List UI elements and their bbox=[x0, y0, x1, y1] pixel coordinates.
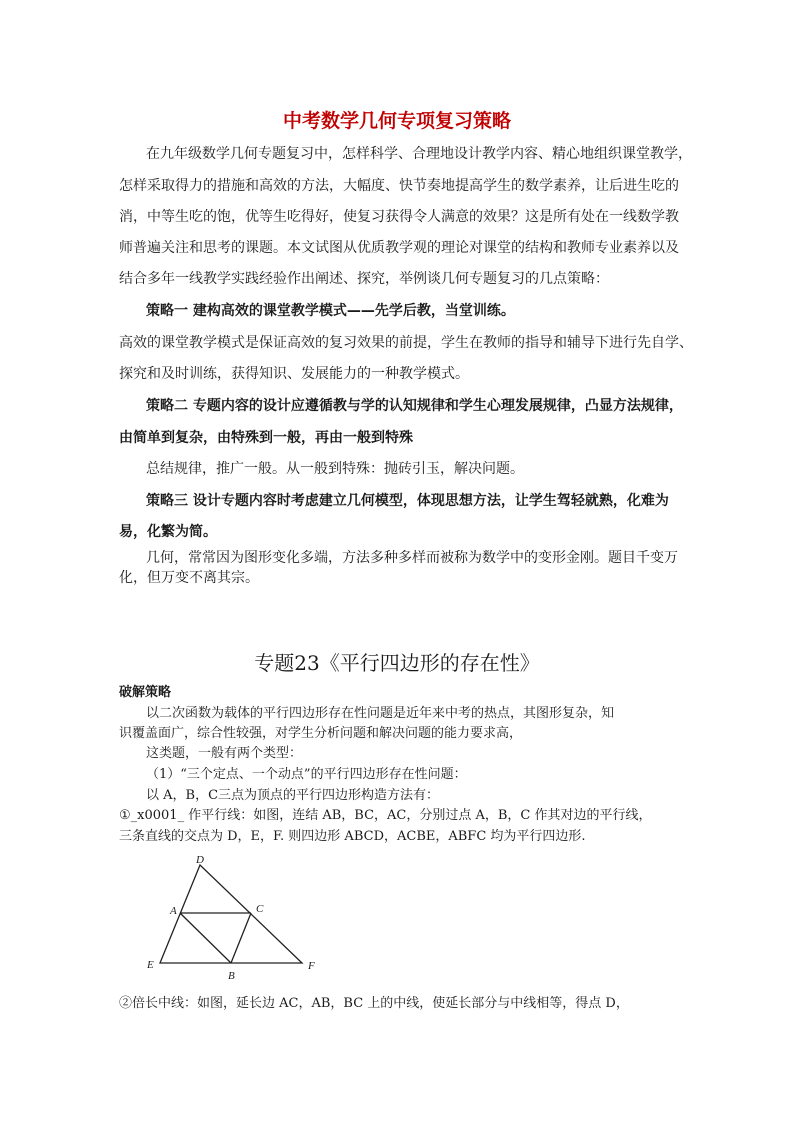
strategy1-body: 探究和及时训练，获得知识、发展能力的一种教学模式。 bbox=[119, 366, 469, 382]
strategy3-body: 几何，常常因为图形变化多端，方法多种多样而被称为数学中的变形金刚。题目千变万 bbox=[146, 550, 678, 566]
strategy3-heading: 易，化繁为简。 bbox=[119, 524, 217, 540]
topic-line: 以二次函数为载体的平行四边形存在性问题是近年来中考的热点，其图形复杂，知 bbox=[146, 706, 615, 721]
topic-line: 这类题，一般有两个类型： bbox=[146, 746, 303, 761]
intro-line: 消，中等生吃的饱，优等生吃得好，使复习获得令人满意的效果？这是所有处在一线数学教 bbox=[119, 209, 679, 225]
strategy3-body: 化，但万变不离其宗。 bbox=[119, 570, 259, 586]
intro-line: 结合多年一线教学实践经验作出阐述、探究，举例谈几何专题复习的几点策略： bbox=[119, 271, 609, 287]
topic-line: （1）“三个定点、一个动点”的平行四边形存在性问题： bbox=[146, 767, 467, 782]
strategy3-heading: 策略三 设计专题内容时考虑建立几何模型，体现思想方法，让学生驾轻就熟，化难为 bbox=[146, 493, 669, 509]
topic-line: 以 A，B，C三点为顶点的平行四边形构造方法有： bbox=[146, 788, 440, 803]
page-title: 中考数学几何专项复习策略 bbox=[282, 110, 511, 132]
point-label-D: D bbox=[196, 854, 204, 866]
intro-line: 在九年级数学几何专题复习中，怎样科学、合理地设计教学内容、精心地组织课堂教学， bbox=[146, 146, 692, 162]
intro-line: 怎样采取得力的措施和高效的方法，大幅度、快节奏地提高学生的数学素养，让后进生吃的 bbox=[119, 178, 679, 194]
strategy2-body: 总结规律，推广一般。从一般到特殊：抛砖引玉，解决问题。 bbox=[146, 461, 524, 477]
segment-AB bbox=[180, 913, 231, 963]
point-label-C: C bbox=[256, 903, 264, 915]
point-label-F: F bbox=[308, 960, 315, 972]
topic-line: ①_x0001_ 作平行线：如图，连结 AB，BC，AC，分别过点 A，B，C 作其对边的平行线， bbox=[119, 808, 652, 823]
topic-line: ②倍长中线：如图，延长边 AC，AB，BC 上的中线，使延长部分与中线相等，得点 D， bbox=[119, 996, 629, 1011]
intro-line: 师普遍关注和思考的课题。本文试图从优质教学观的理论对课堂的结构和教师专业素养以及 bbox=[119, 240, 679, 256]
strategy1-body: 高效的课堂教学模式是保证高效的复习效果的前提，学生在教师的指导和辅导下进行先自学、 bbox=[119, 335, 693, 351]
point-label-B: B bbox=[228, 970, 235, 982]
point-label-A: A bbox=[170, 905, 177, 917]
strategy2-heading: 由简单到复杂，由特殊到一般，再由一般到特殊 bbox=[119, 430, 413, 446]
point-label-E: E bbox=[147, 959, 154, 971]
topic-title: 专题23《平行四边形的存在性》 bbox=[254, 651, 540, 675]
topic-line: 三条直线的交点为 D，E，F. 则四边形 ABCD，ACBE，ABFC 均为平行四边形. bbox=[119, 829, 586, 844]
segment-CB bbox=[231, 913, 251, 963]
parallelogram-figure bbox=[140, 850, 340, 985]
strategy2-heading: 策略二 专题内容的设计应遵循教与学的认知规律和学生心理发展规律，凸显方法规律， bbox=[146, 398, 683, 414]
topic-subheading: 破解策略 bbox=[119, 685, 172, 700]
strategy1-heading: 策略一 建构高效的课堂教学模式——先学后教，当堂训练。 bbox=[146, 303, 515, 319]
topic-line: 识覆盖面广，综合性较强，对学生分析问题和解决问题的能力要求高， bbox=[119, 726, 523, 741]
